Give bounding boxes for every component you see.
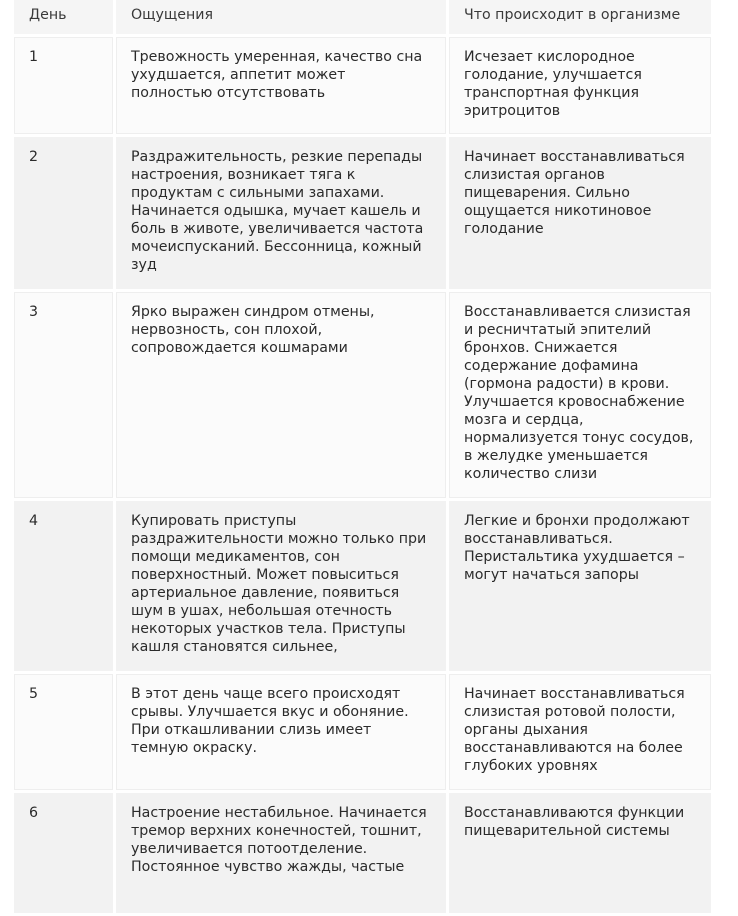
header-body: Что происходит в организме bbox=[449, 0, 711, 34]
feelings-cell: Тревожность умеренная, качество сна ухудшается, аппетит может полностью отсутствовать bbox=[116, 37, 446, 134]
day-cell: 3 bbox=[14, 292, 113, 498]
feelings-cell: Раздражительность, резкие перепады настроения, возникает тяга к продуктам с сильными запахами. Начинается одышка, мучает кашель и боль в животе, увеличивается частота мочеиспусканий. Бессонница, кожный зуд bbox=[116, 137, 446, 289]
feelings-cell: Купировать приступы раздражительности можно только при помощи медикаментов, сон поверхностный. Может повыситься артериальное давление, появиться шум в ушах, небольшая отечность некоторых участков тела. Приступы кашля становятся сильнее, bbox=[116, 501, 446, 671]
table-row bbox=[14, 501, 711, 671]
body-cell: Начинает восстанавливаться слизистая ротовой полости, органы дыхания восстанавливаются на более глубоких уровнях bbox=[449, 674, 711, 790]
table-row bbox=[14, 674, 711, 790]
table-header-row bbox=[14, 0, 711, 34]
body-cell: Исчезает кислородное голодание, улучшается транспортная функция эритроцитов bbox=[449, 37, 711, 134]
table-row bbox=[14, 37, 711, 134]
table-row bbox=[14, 137, 711, 289]
feelings-cell: В этот день чаще всего происходят срывы. Улучшается вкус и обоняние. При откашливании слизь имеет темную окраску. bbox=[116, 674, 446, 790]
body-cell: Восстанавливается слизистая и ресничтатый эпителий бронхов. Снижается содержание дофамина (гормона радости) в крови. Улучшается кровоснабжение мозга и сердца, нормализуется тонус сосудов, в желудке уменьшается количество слизи bbox=[449, 292, 711, 498]
body-cell: Легкие и бронхи продолжают восстанавливаться. Перистальтика ухудшается – могут начаться запоры bbox=[449, 501, 711, 671]
table-row bbox=[14, 793, 711, 913]
day-cell: 2 bbox=[14, 137, 113, 289]
day-cell: 6 bbox=[14, 793, 113, 913]
body-cell: Восстанавливаются функции пищеварительной системы bbox=[449, 793, 711, 913]
day-cell: 1 bbox=[14, 37, 113, 134]
body-cell: Начинает восстанавливаться слизистая органов пищеварения. Сильно ощущается никотиновое голодание bbox=[449, 137, 711, 289]
header-feelings: Ощущения bbox=[116, 0, 446, 34]
feelings-cell: Ярко выражен синдром отмены, нервозность, сон плохой, сопровождается кошмарами bbox=[116, 292, 446, 498]
day-cell: 5 bbox=[14, 674, 113, 790]
header-day: День bbox=[14, 0, 113, 34]
day-cell: 4 bbox=[14, 501, 113, 671]
table-row bbox=[14, 292, 711, 498]
feelings-cell: Настроение нестабильное. Начинается тремор верхних конечностей, тошнит, увеличивается потоотделение. Постоянное чувство жажды, частые bbox=[116, 793, 446, 913]
days-table bbox=[14, 0, 711, 916]
